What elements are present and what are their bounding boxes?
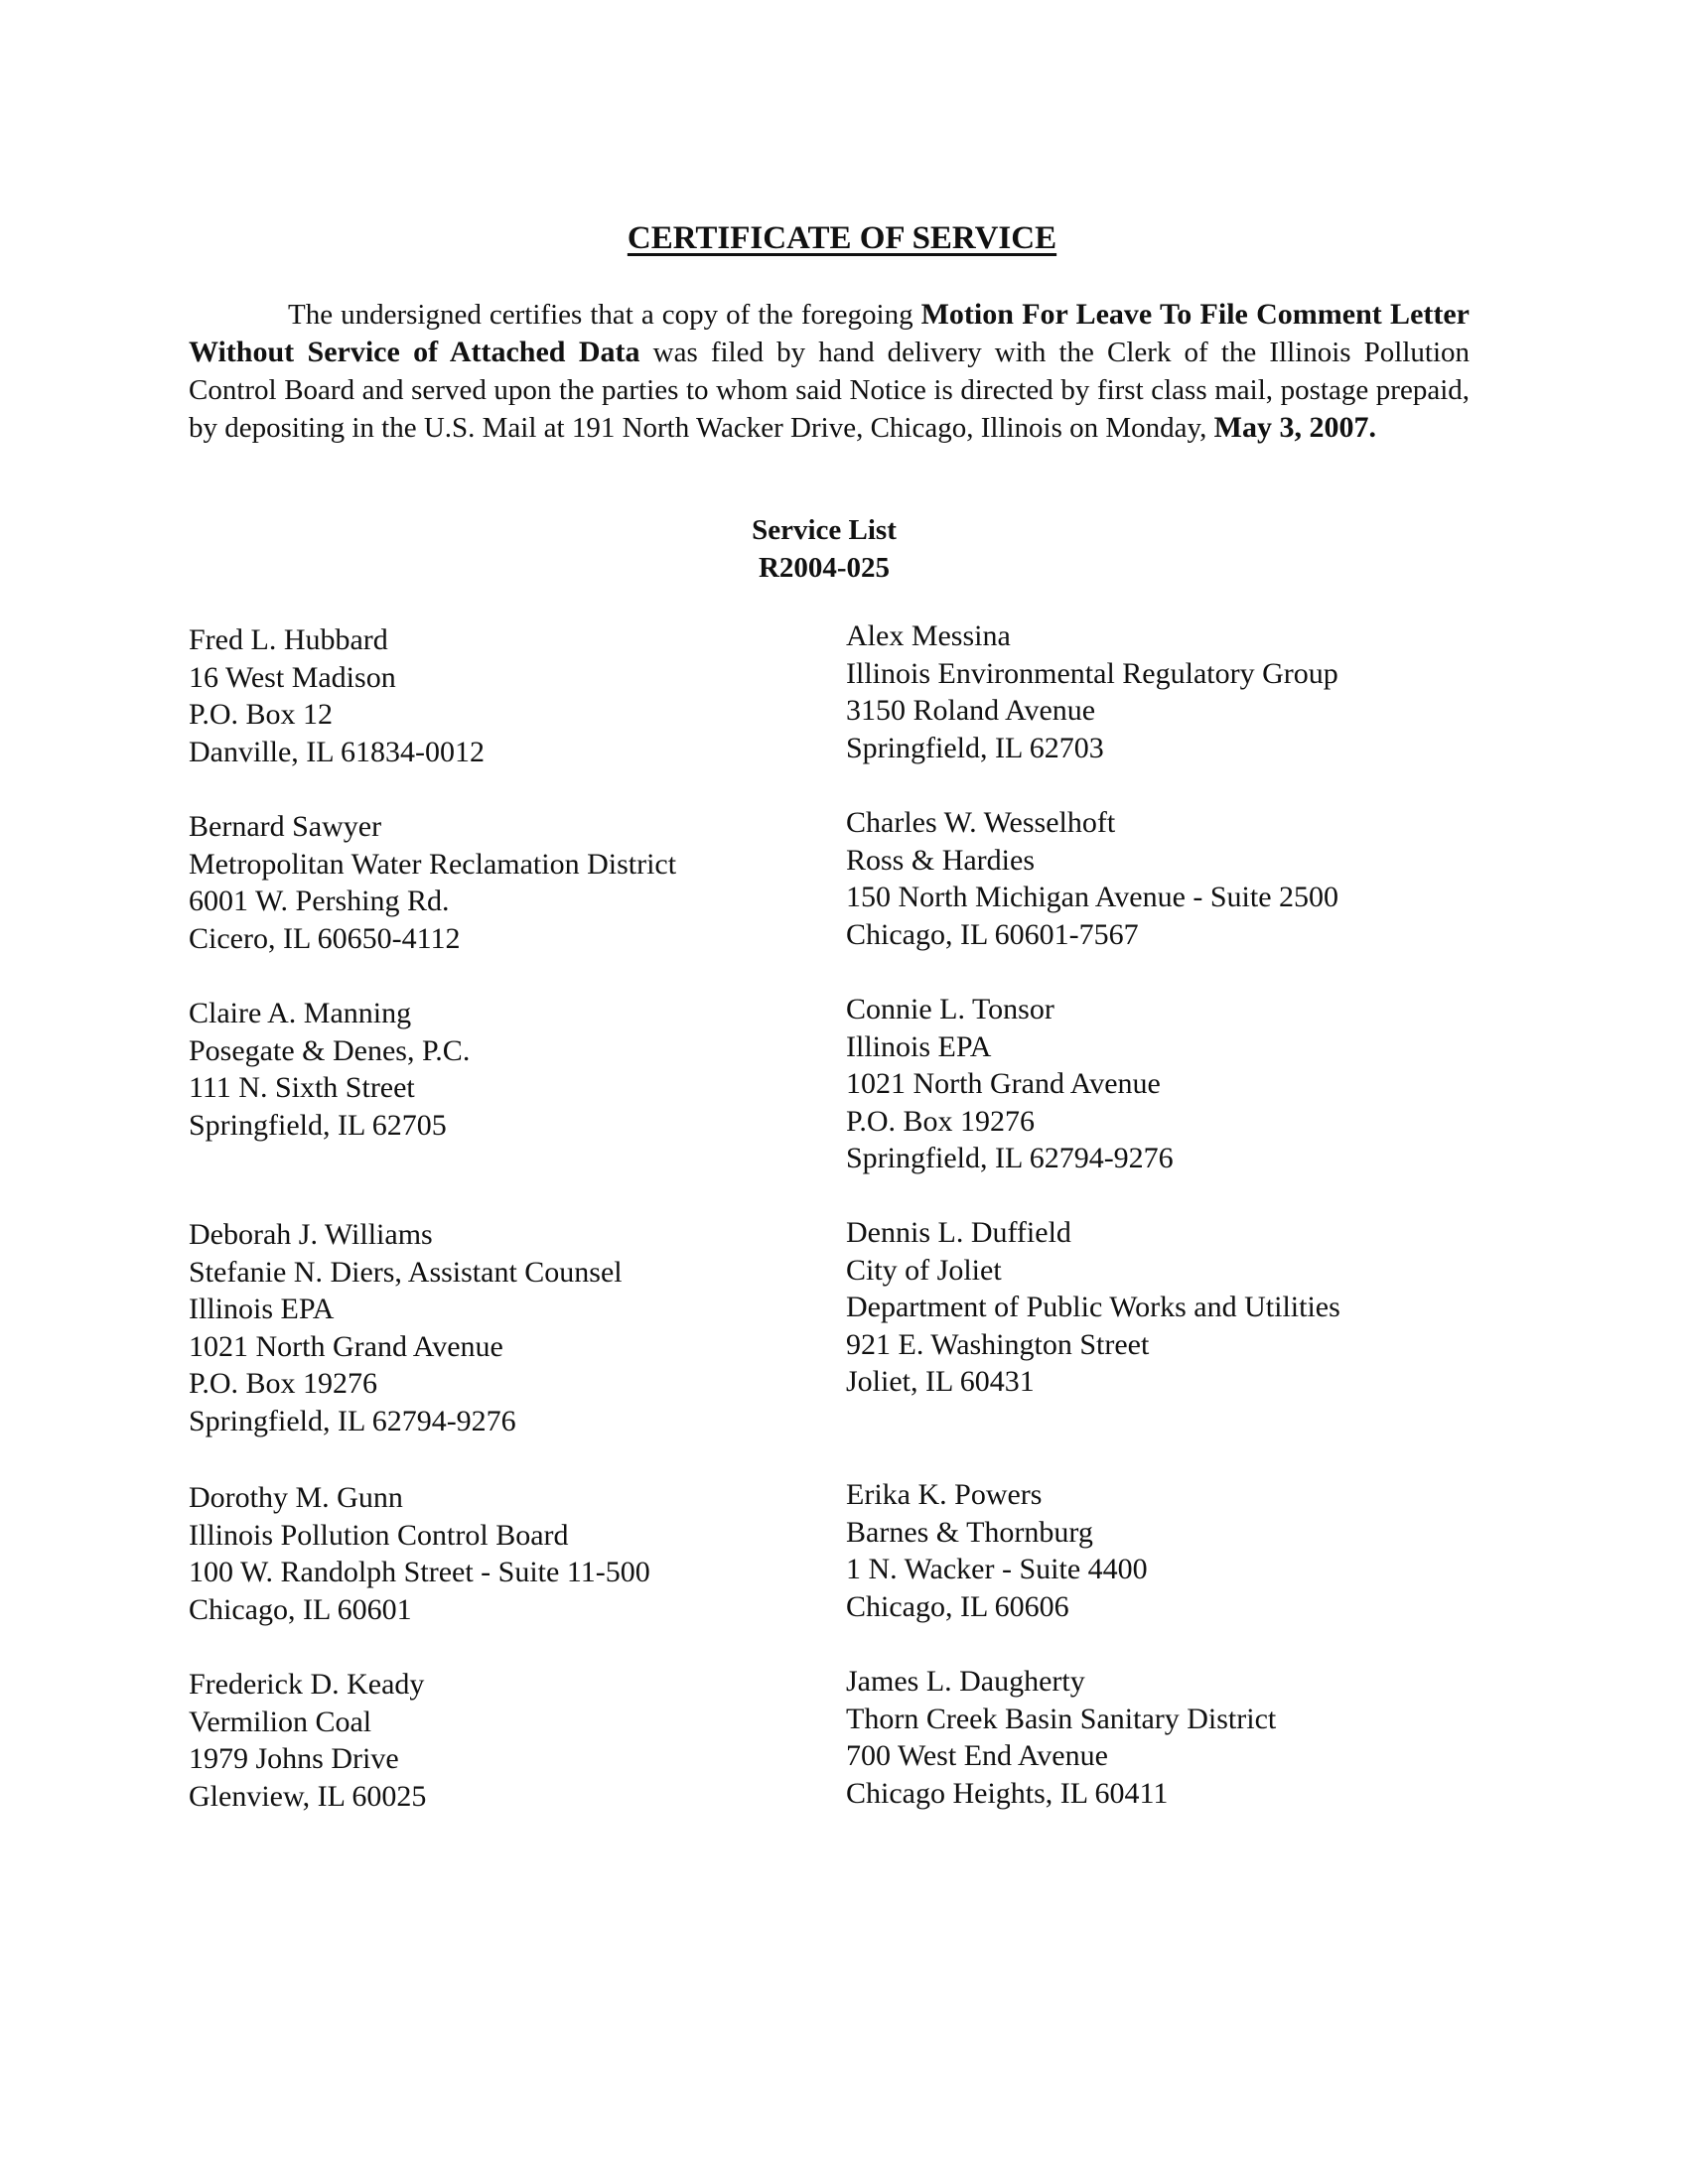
service-entry-left-1: Fred L. Hubbard 16 West Madison P.O. Box 12 Danville, IL 61834-0012 xyxy=(189,623,485,768)
service-date: May 3, 2007. xyxy=(1213,411,1376,444)
service-entry-right-2: Charles W. Wesselhoft Ross & Hardies 150 North Michigan Avenue - Suite 2500 Chicago, IL 60601-7567 xyxy=(846,806,1339,951)
service-entry-left-2: Bernard Sawyer Metropolitan Water Reclamation District 6001 W. Pershing Rd. Cicero, IL 60650-4112 xyxy=(189,810,677,955)
paragraph-text-1: The undersigned certifies that a copy of the foregoing xyxy=(288,299,921,331)
service-entry-left-6: Frederick D. Keady Vermilion Coal 1979 Johns Drive Glenview, IL 60025 xyxy=(189,1668,427,1813)
service-entry-right-3: Connie L. Tonsor Illinois EPA 1021 North Grand Avenue P.O. Box 19276 Springfield, IL 62794-9276 xyxy=(846,993,1174,1174)
service-entry-left-4: Deborah J. Williams Stefanie N. Diers, Assistant Counsel Illinois EPA 1021 North Grand Avenue P.O. Box 19276 Springfield, IL 62794-9276 xyxy=(189,1218,623,1437)
service-entry-right-6: James L. Daugherty Thorn Creek Basin Sanitary District 700 West End Avenue Chicago Heights, IL 60411 xyxy=(846,1665,1277,1810)
service-entry-right-1: Alex Messina Illinois Environmental Regulatory Group 3150 Roland Avenue Springfield, IL 62703 xyxy=(846,619,1338,764)
document-title: CERTIFICATE OF SERVICE xyxy=(627,220,1057,256)
service-entry-left-5: Dorothy M. Gunn Illinois Pollution Control Board 100 W. Randolph Street - Suite 11-500 Chicago, IL 60601 xyxy=(189,1481,650,1626)
docket-number: R2004-025 xyxy=(758,552,891,584)
certification-paragraph xyxy=(189,296,1470,447)
service-entry-right-4: Dennis L. Duffield City of Joliet Department of Public Works and Utilities 921 E. Washington Street Joliet, IL 60431 xyxy=(846,1216,1340,1398)
paragraph-text-2: was filed by hand delivery with the Clerk of the Illinois Pollution Control Board and served upon the parties to whom said Notice is directed by first class mail, postage prepaid, by depositing in the U.S. Mail at 191 North Wacker Drive, Chicago, Illinois on Monday, xyxy=(189,337,1470,444)
service-entry-right-5: Erika K. Powers Barnes & Thornburg 1 N. Wacker - Suite 4400 Chicago, IL 60606 xyxy=(846,1478,1148,1623)
service-entry-left-3: Claire A. Manning Posegate & Denes, P.C. 111 N. Sixth Street Springfield, IL 62705 xyxy=(189,997,471,1142)
service-list-heading xyxy=(0,511,1648,587)
service-list-title: Service List xyxy=(752,514,897,546)
motion-title: Motion For Leave To File Comment Letter Without Service of Attached Data xyxy=(189,298,1470,368)
